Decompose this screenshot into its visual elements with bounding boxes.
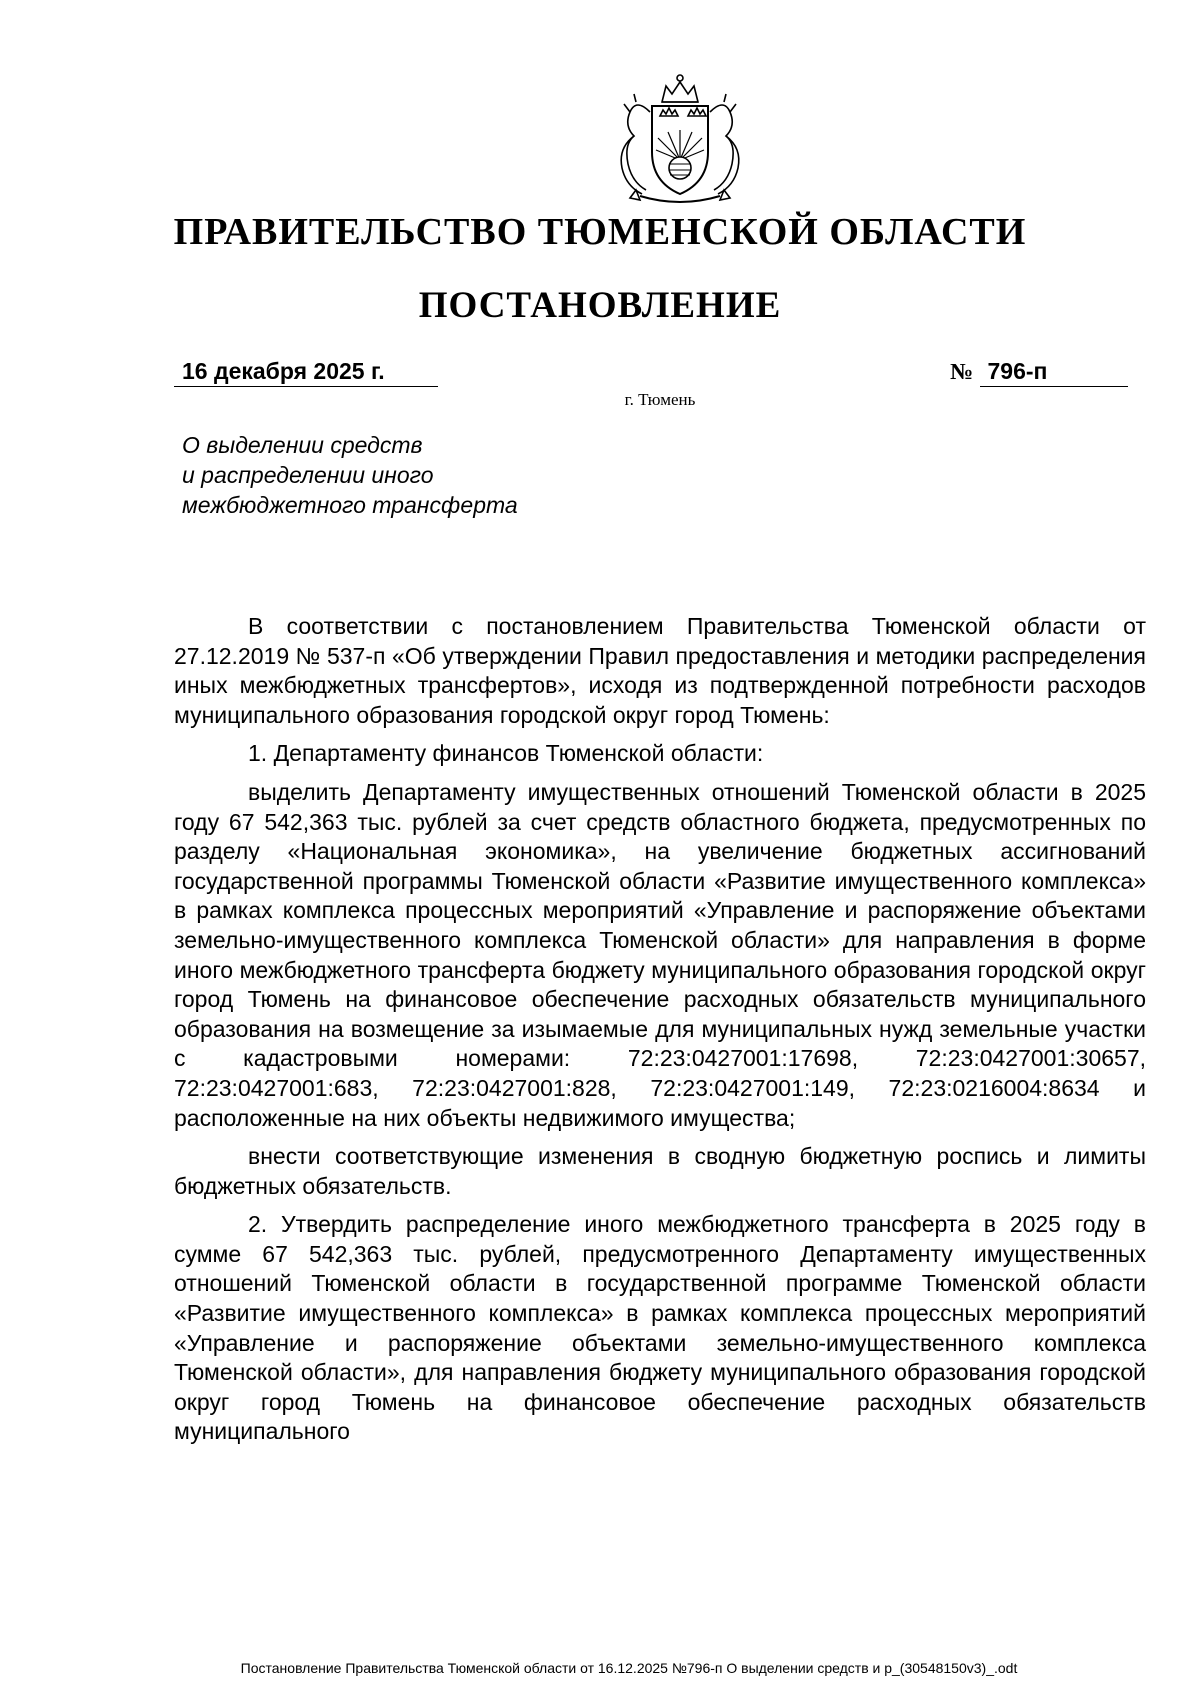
body-paragraph: В соответствии с постановлением Правительства Тюменской области от 27.12.2019 № 537-п «Об утверждении Правил предоставления и методики распределения иных межбюджетных трансфертов», исходя из подтвержденной потребности расходов муниципального образования городской округ город Тюмень: [174,613,1146,728]
subject-line: межбюджетного трансферта [182,492,518,518]
document-subject [182,430,622,520]
subject-line: О выделении средств [182,432,423,458]
document-body [174,612,1146,1447]
subject-line: и распределении иного [182,462,434,488]
city-of-issue: г. Тюмень [624,390,696,409]
document-number: 796-п [980,356,1128,387]
coat-of-arms-icon [600,72,760,206]
body-paragraph: 1. Департаменту финансов Тюменской области: [248,740,764,767]
organization-title: ПРАВИТЕЛЬСТВО ТЮМЕНСКОЙ ОБЛАСТИ [173,211,1027,253]
number-sign: № [950,359,974,384]
document-number-block [950,356,1130,387]
body-paragraph: 2. Утвердить распределение иного межбюджетного трансферта в 2025 году в сумме 67 542,363 тыс. рублей, предусмотренного Департаменту имущественных отношений Тюменской области в государственной программе Тюменской области «Развитие имущественного комплекса» в рамках комплекса процессных мероприятий «Управление и распоряжение объектами земельно-имущественного комплекса Тюменской области», для направления бюджету муниципального образования городской округ город Тюмень на финансовое обеспечение расходных обязательств муниципального [174,1211,1146,1445]
page-footer: Постановление Правительства Тюменской области от 16.12.2025 №796-п О выделении средств и р_(30548150v3)_.odt [240,1660,1018,1676]
body-paragraph: выделить Департаменту имущественных отношений Тюменской области в 2025 году 67 542,363 тыс. рублей за счет средств областного бюджета, предусмотренных по разделу «Национальная экономика», на увеличение бюджетных ассигнований государственной программы Тюменской области «Развитие имущественного комплекса» в рамках комплекса процессных мероприятий «Управление и распоряжение объектами земельно-имущественного комплекса Тюменской области» для направления в форме иного межбюджетного трансферта бюджету муниципального образования городской округ город Тюмень на финансовое обеспечение расходных обязательств муниципального образования на возмещение за изымаемые для муниципальных нужд земельные участки с кадастровыми номерами: 72:23:0427001:17698, 72:23:0427001:30657, 72:23:0427001:683, 72:23:0427001:828, 72:23:0427001:149, 72:23:0216004:8634 и расположенные на них объекты недвижимого имущества; [174,778,1146,1131]
document-type-title: ПОСТАНОВЛЕНИЕ [418,285,782,326]
body-paragraph: внести соответствующие изменения в сводную бюджетную роспись и лимиты бюджетных обязательств. [174,1143,1146,1199]
document-date: 16 декабря 2025 г. [174,356,438,387]
